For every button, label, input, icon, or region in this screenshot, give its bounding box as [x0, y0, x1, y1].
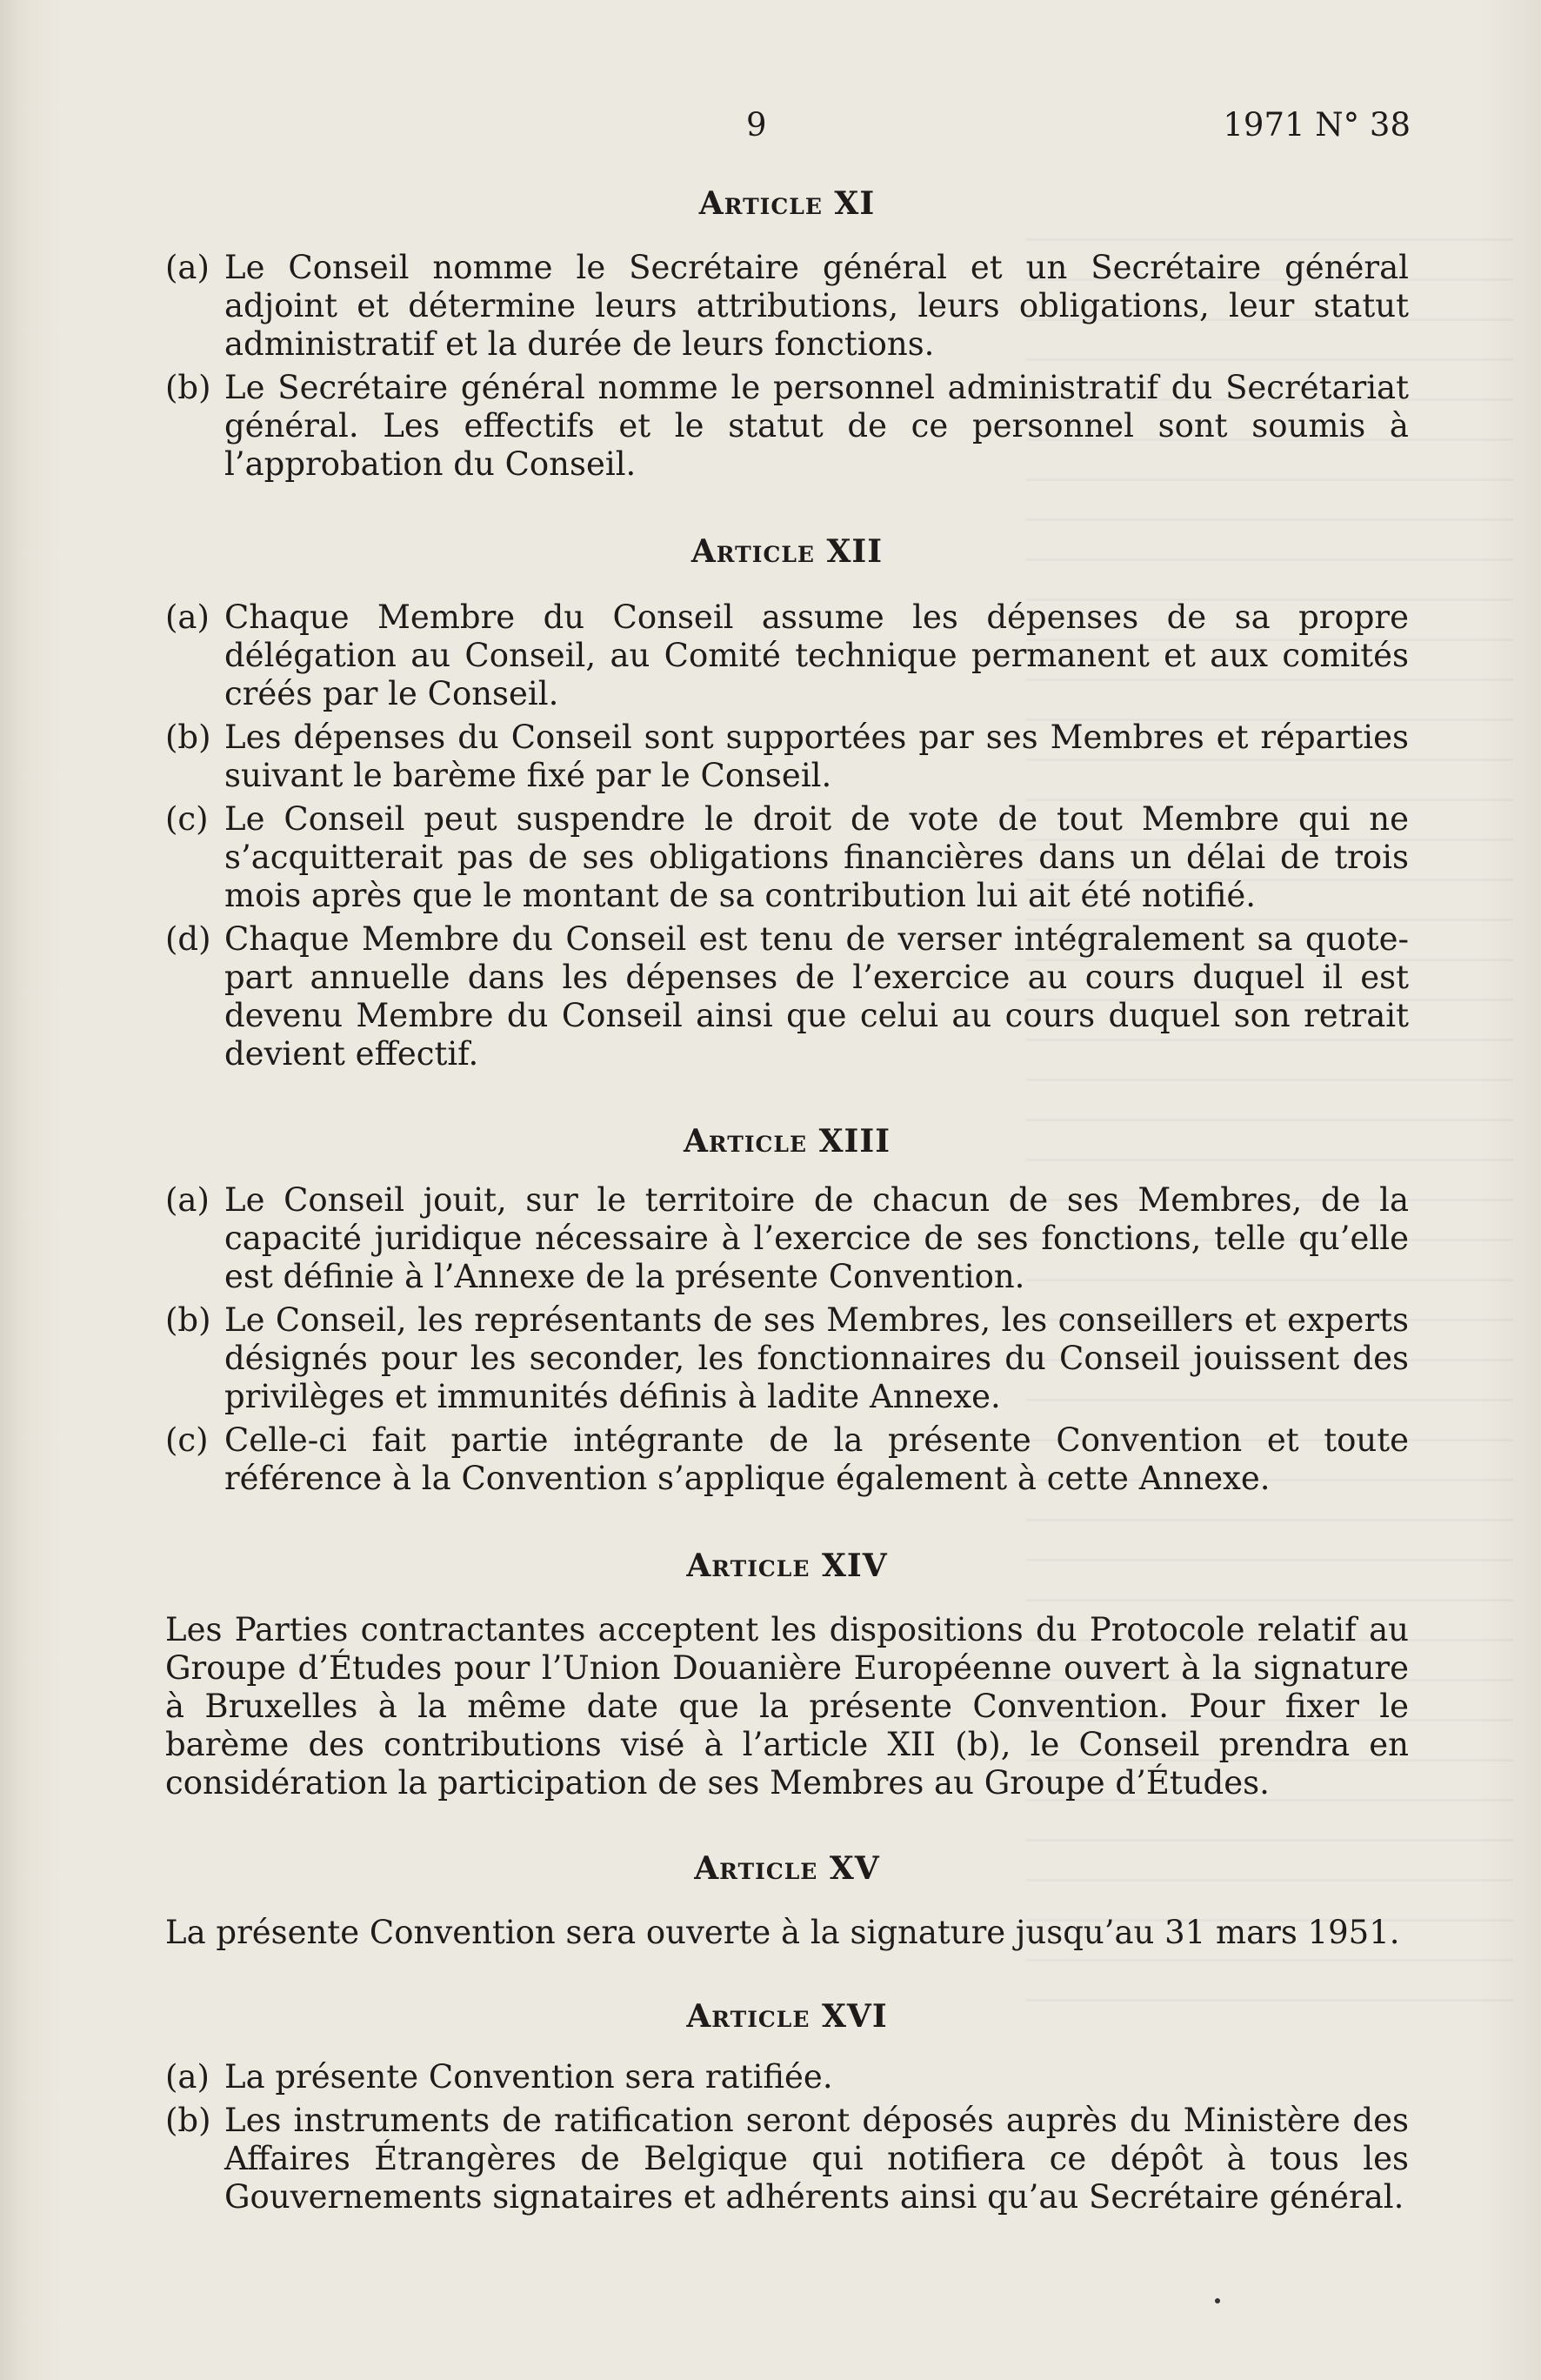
clause: [165, 1421, 1409, 1498]
document-body: [165, 184, 1409, 2216]
article-title: Article XII: [690, 533, 884, 570]
clause-text: Les instruments de ratification seront déposés auprès du Ministère des Affaires Étrangères de Belgique qui notifiera ce dépôt à tous les Gouvernements signataires et adhérents ainsi qu’au Secrétaire général.: [224, 2102, 1409, 2216]
clause-text: Les dépenses du Conseil sont supportées par ses Membres et réparties suivant le barème fixé par le Conseil.: [224, 719, 1409, 794]
clause-marker: (b): [165, 2102, 211, 2139]
clause-marker: (c): [165, 1421, 209, 1459]
clause-text: Le Conseil, les représentants de ses Membres, les conseillers et experts désignés pour les seconder, les fonctionnaires du Conseil jouissent des privilèges et immunités définis à ladite Annexe.: [224, 1301, 1409, 1415]
article-title: Article XVI: [686, 1998, 888, 2035]
clause-marker: (a): [165, 249, 210, 286]
clause-marker: (b): [165, 369, 211, 406]
page-number: 9: [746, 106, 767, 144]
article-title: Article XI: [698, 185, 876, 222]
clause: [165, 249, 1409, 364]
clause-text: Celle-ci fait partie intégrante de la présente Convention et toute référence à la Convention s’applique également à cette Annexe.: [224, 1421, 1409, 1497]
clause-marker: (d): [165, 920, 211, 958]
clause: [165, 598, 1409, 713]
clause: [165, 1301, 1409, 1416]
clause-marker: (c): [165, 800, 209, 838]
article-paragraph: Les Parties contractantes acceptent les dispositions du Protocole relatif au Groupe d’Études pour l’Union Douanière Européenne ouvert à la signature à Bruxelles à la même date que la présente Convention. Pour fixer le barème des contributions visé à l’article XII (b), le Conseil prendra en considération la participation de ses Membres au Groupe d’Études.: [165, 1611, 1409, 1802]
document-reference: 1971 N° 38: [1223, 106, 1411, 144]
clause-marker: (b): [165, 1301, 211, 1339]
article-title: Article XIV: [686, 1548, 888, 1584]
clause-text: Le Conseil nomme le Secrétaire général et un Secrétaire général adjoint et détermine leurs attributions, leurs obligations, leur statut administratif et la durée de leurs fonctions.: [224, 249, 1409, 363]
clause: [165, 1181, 1409, 1296]
article-title: Article XV: [694, 1850, 880, 1887]
clause-text: Chaque Membre du Conseil est tenu de verser intégralement sa quote-part annuelle dans les dépenses de l’exercice au cours duquel il est devenu Membre du Conseil ainsi que celui au cours duquel son retrait devient effectif.: [224, 920, 1409, 1073]
clause-text: Chaque Membre du Conseil assume les dépenses de sa propre délégation au Conseil, au Comité technique permanent et aux comités créés par le Conseil.: [224, 598, 1409, 712]
clause-marker: (a): [165, 598, 210, 636]
clause: [165, 369, 1409, 484]
clause-text: Le Conseil peut suspendre le droit de vote de tout Membre qui ne s’acquitterait pas de ses obligations financières dans un délai de trois mois après que le montant de sa contribution lui ait été notifié.: [224, 800, 1409, 914]
clause: [165, 2102, 1409, 2216]
clause-marker: (a): [165, 2058, 210, 2096]
clause-text: La présente Convention sera ratifiée.: [224, 2058, 833, 2096]
ink-speck: [1215, 2298, 1220, 2303]
clause-marker: (a): [165, 1181, 210, 1219]
clause: [165, 920, 1409, 1073]
article-title: Article XIII: [683, 1123, 891, 1160]
clause-text: Le Secrétaire général nomme le personnel administratif du Secrétariat général. Les effectifs et le statut de ce personnel sont soumis à l’approbation du Conseil.: [224, 369, 1409, 483]
clause: [165, 2058, 1409, 2096]
clause: [165, 719, 1409, 795]
article-paragraph: La présente Convention sera ouverte à la signature jusqu’au 31 mars 1951.: [165, 1914, 1400, 1951]
clause: [165, 800, 1409, 915]
clause-marker: (b): [165, 719, 211, 756]
clause-text: Le Conseil jouit, sur le territoire de chacun de ses Membres, de la capacité juridique nécessaire à l’exercice de ses fonctions, telle qu’elle est définie à l’Annexe de la présente Convention.: [224, 1181, 1409, 1295]
